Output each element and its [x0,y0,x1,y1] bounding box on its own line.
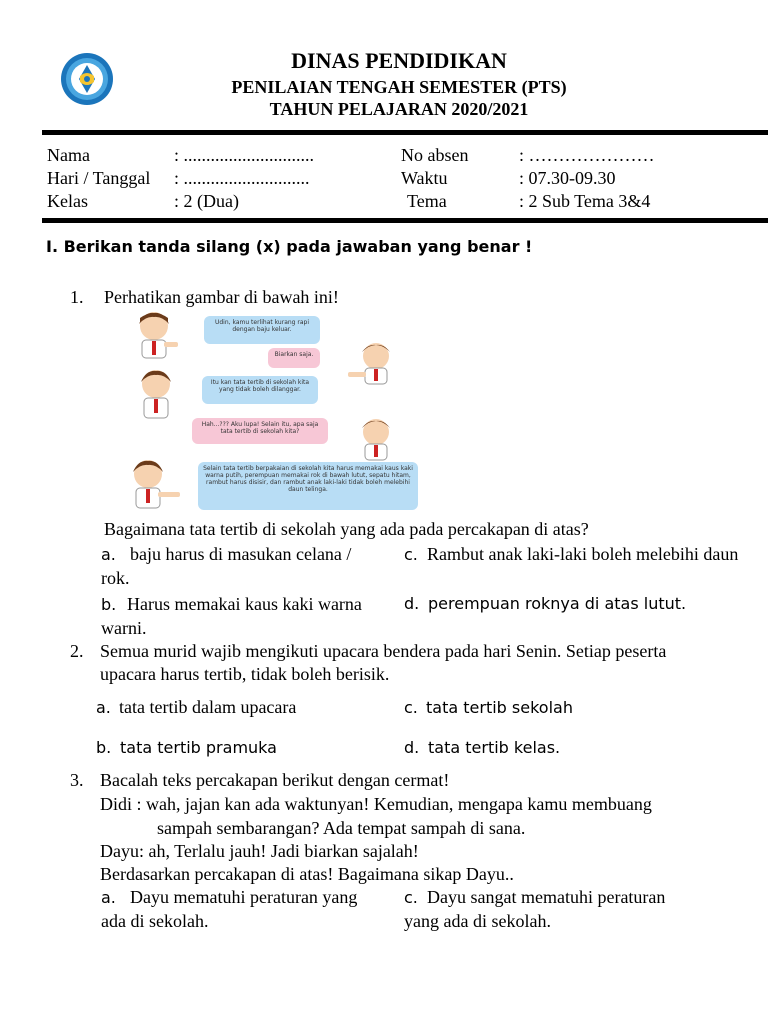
kelas-value: : 2 (Dua) [174,191,239,211]
header-year: TAHUN PELAJARAN 2020/2021 [269,99,529,119]
boy-character-icon [126,366,186,422]
boy-character-icon [118,456,188,512]
nama-label: Nama [47,145,90,165]
q2-option-b[interactable]: tata tertib pramuka [120,738,277,757]
q1-option-c-letter[interactable]: c. [404,545,418,564]
q2-option-d[interactable]: tata tertib kelas. [428,738,561,757]
speech-bubble: Biarkan saja. [268,348,320,368]
q1-option-b-cont[interactable]: warni. [101,618,147,638]
q1-option-d-letter[interactable]: d. [404,594,420,613]
absen-label: No absen [401,145,469,165]
q3-text-line5: Berdasarkan percakapan di atas! Bagaimana sikap Dayu.. [100,864,514,884]
waktu-label: Waktu [401,168,448,188]
q3-option-a[interactable]: Dayu mematuhi peraturan yang [130,887,358,907]
q3-text-line4: Dayu: ah, Terlalu jauh! Jadi biarkan sajalah! [100,841,419,861]
q1-option-d[interactable]: perempuan roknya di atas lutut. [428,594,687,613]
dialogue-illustration [104,306,422,512]
q2-option-c-letter[interactable]: c. [404,698,418,717]
q1-number: 1. [70,287,84,307]
boy-character-icon [340,338,404,388]
speech-bubble: Selain tata tertib berpakaian di sekolah kita harus memakai kaus kaki warna putih, perempuan memakai rok di bawah lutut, sepatu hitam, rambut harus disisir, dan rambut anak laki-laki tidak boleh melebihi daun telinga. [198,462,418,510]
top-rule [42,130,768,135]
q1-prompt: Perhatikan gambar di bawah ini! [104,287,339,307]
tema-value: : 2 Sub Tema 3&4 [519,191,651,211]
hari-field[interactable]: : ............................ [174,168,310,188]
q1-option-a-letter[interactable]: a. [101,545,116,564]
q3-option-a-letter[interactable]: a. [101,888,116,907]
q3-text-line3: sampah sembarangan? Ada tempat sampah di sana. [157,818,526,838]
q3-text-line1: Bacalah teks percakapan berikut dengan cermat! [100,770,450,790]
header-subtitle: PENILAIAN TENGAH SEMESTER (PTS) [231,77,567,97]
q2-text-line2: upacara harus tertib, tidak boleh berisik. [100,664,390,684]
q1-option-b[interactable]: Harus memakai kaus kaki warna [127,594,362,614]
q3-number: 3. [70,770,84,790]
q3-option-c[interactable]: Dayu sangat mematuhi peraturan [427,887,666,907]
bottom-rule [42,218,768,223]
q1-option-a[interactable]: baju harus di masukan celana / [130,544,352,564]
q2-text-line1: Semua murid wajib mengikuti upacara bendera pada hari Senin. Setiap peserta [100,641,667,661]
speech-bubble: Udin, kamu terlihat kurang rapi dengan baju keluar. [204,316,320,344]
q3-option-c-letter[interactable]: c. [404,888,418,907]
speech-bubble: Hah...??? Aku lupa! Selain itu, apa saja tata tertib di sekolah kita? [192,418,328,444]
q2-option-a-letter[interactable]: a. [96,698,111,717]
boy-character-icon [124,308,184,364]
q3-option-a-cont[interactable]: ada di sekolah. [101,911,209,931]
q1-option-b-letter[interactable]: b. [101,595,117,614]
boy-character-icon [340,414,404,464]
header-title: DINAS PENDIDIKAN [291,48,507,73]
q2-option-a[interactable]: tata tertib dalam upacara [119,697,297,717]
hari-label: Hari / Tanggal [47,168,151,188]
waktu-value: : 07.30-09.30 [519,168,616,188]
q2-number: 2. [70,641,84,661]
q3-option-c-cont[interactable]: yang ada di sekolah. [404,911,551,931]
q1-question: Bagaimana tata tertib di sekolah yang ada pada percakapan di atas? [104,519,589,539]
q1-option-a-cont[interactable]: rok. [101,568,130,588]
q2-option-c[interactable]: tata tertib sekolah [426,698,573,717]
q2-option-d-letter[interactable]: d. [404,738,420,757]
q2-option-b-letter[interactable]: b. [96,738,112,757]
speech-bubble: Itu kan tata tertib di sekolah kita yang tidak boleh dilanggar. [202,376,318,404]
q3-text-line2: Didi : wah, jajan kan ada waktunyan! Kemudian, mengapa kamu membuang [100,794,652,814]
nama-field[interactable]: : ............................. [174,145,315,165]
tema-label: Tema [407,191,447,211]
absen-field[interactable]: : ………………… [519,145,655,165]
section-title: I. Berikan tanda silang (x) pada jawaban yang benar ! [46,237,533,256]
q1-option-c[interactable]: Rambut anak laki-laki boleh melebihi daun [427,544,739,564]
kelas-label: Kelas [47,191,88,211]
